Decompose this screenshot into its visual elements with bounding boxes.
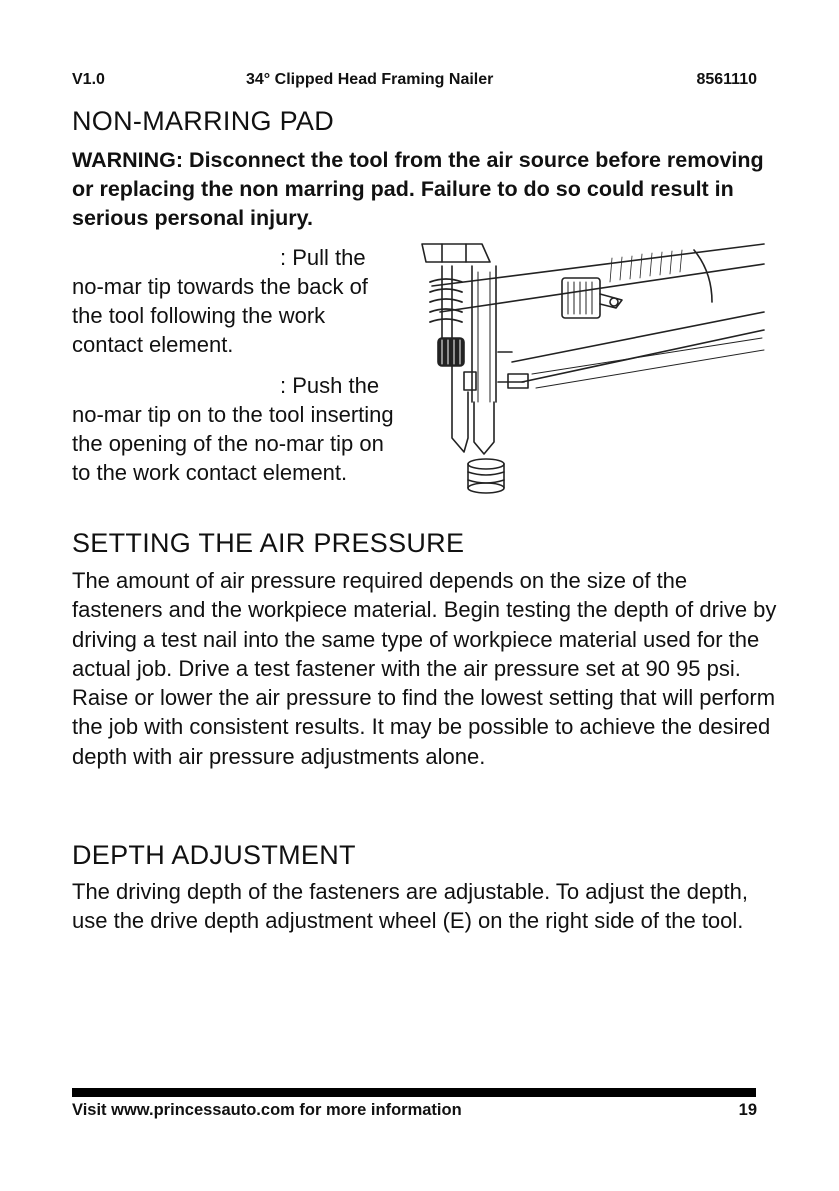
magazine-rail [432,244,764,382]
work-contact-element [452,366,468,452]
removal-step-text: : Pull the no-mar tip towards the back of the tool following the work contact element. [72,245,368,357]
depth-adjustment-text: The driving depth of the fasteners are adjustable. To adjust the depth, use the drive depth adjustment wheel (E) on the right side of the tool. [72,879,748,934]
installation-step-text: : Push the no-mar tip on to the tool inserting the opening of the no-mar tip on to the work contact element. [72,373,394,485]
air-pressure-text: The amount of air pressure required depends on the size of the fasteners and the workpiece material. Begin testing the depth of drive by driving a test nail into the same type of workpiece material used for the actual job. Drive a test fastener with the air pressure set at 90 95 psi. Raise or lower the air pressure to find the lowest setting that will perform the job with consistent results. It may be possible to achieve the desired depth with air pressure adjustments alone. [72,568,777,769]
warning-text: WARNING: Disconnect the tool from the air source before removing or replacing the non marring pad. Failure to do so could result in serious personal injury. [72,148,764,230]
installation-step [72,371,402,487]
footer-rule [72,1088,756,1097]
document-title: 34° Clipped Head Framing Nailer [246,71,494,88]
heading-non-marring-pad: NON-MARRING PAD [72,106,335,136]
no-mar-tip-illustration [412,242,768,498]
heading-air-pressure: SETTING THE AIR PRESSURE [72,528,465,558]
version-label: V1.0 [72,71,105,88]
page-number: 19 [738,1101,757,1119]
heading-depth-adjustment: DEPTH ADJUSTMENT [72,840,356,870]
footer-visit-text: Visit www.princessauto.com for more information [72,1101,462,1119]
no-mar-tip [468,459,504,493]
removal-step [72,243,402,359]
model-number: 8561110 [696,71,757,88]
